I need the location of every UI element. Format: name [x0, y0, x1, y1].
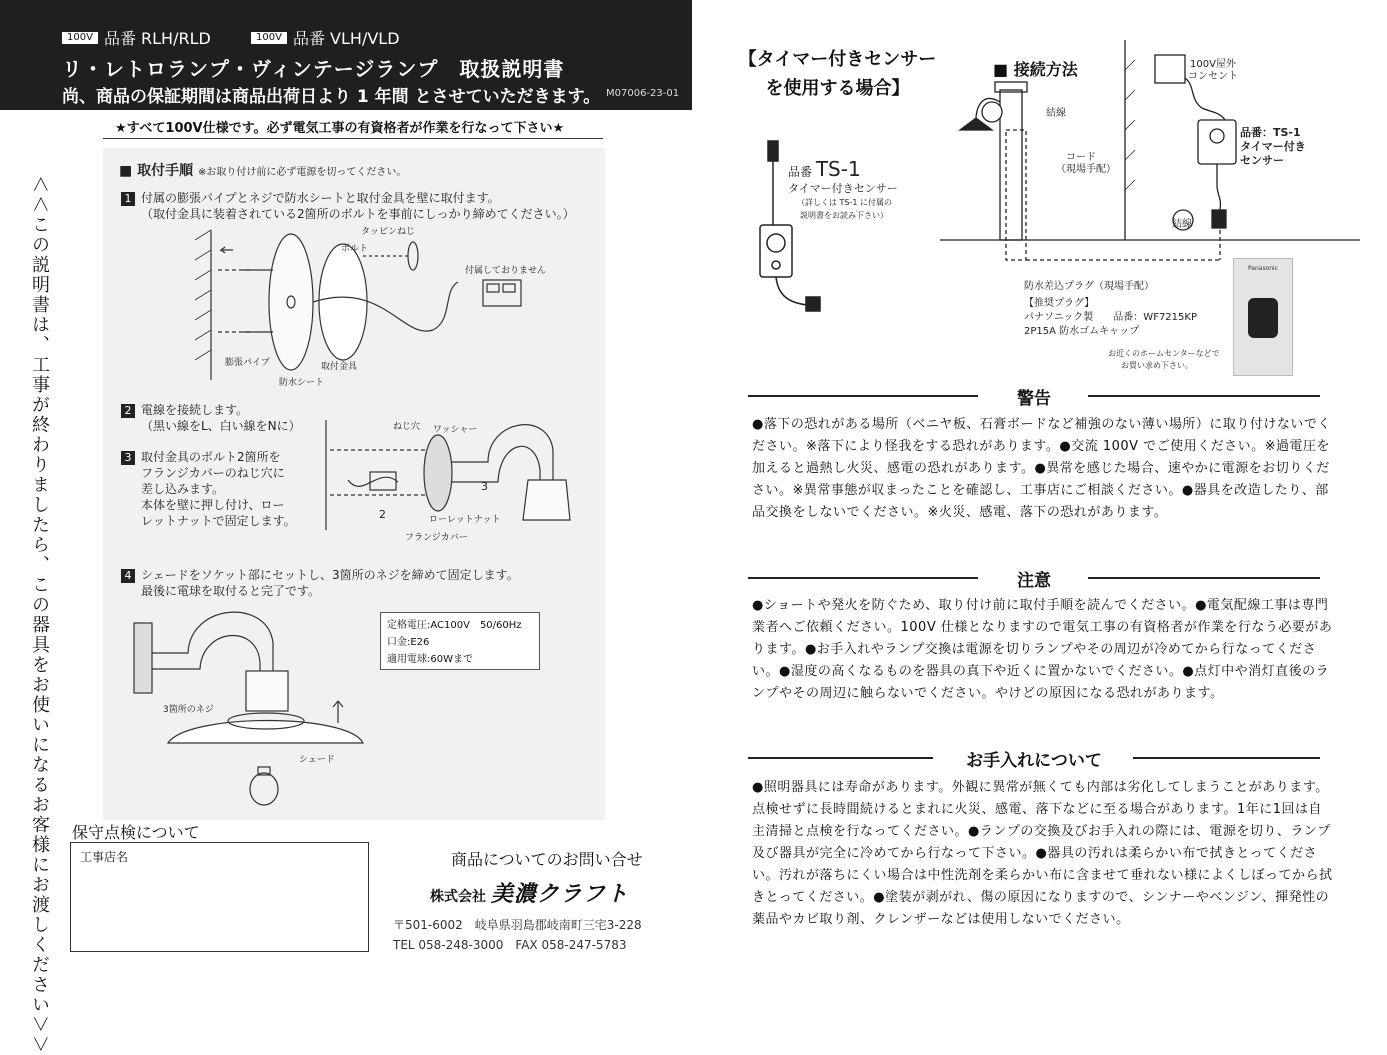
company-block [430, 877, 629, 908]
label-cord-sourcing: （現場手配） [1056, 164, 1116, 175]
maintenance-title: 保守点検について [72, 823, 200, 842]
caution-title: 注意 [1017, 571, 1051, 591]
step2-line1 [121, 401, 248, 418]
spec-voltage: 定格電圧:AC100V 50/60Hz [387, 620, 522, 631]
sensor-note-line1: （詳しくは TS-1 に付属の [797, 198, 893, 207]
sensor-note-line2: 説明書をお読み下さい） [800, 211, 888, 220]
divider [103, 138, 603, 139]
step2-line2: （黒い線をL、白い線をNに） [141, 419, 301, 433]
label-recommended-cap: 2P15A 防水ゴムキャップ [1024, 326, 1140, 337]
label-ts-timer: タイマー付き [1240, 140, 1306, 153]
label-plug: 防水差込プラグ（現場手配） [1024, 281, 1154, 292]
step3-line4: 本体を壁に押し付け、ロー [141, 498, 285, 512]
care-heading [748, 746, 1320, 771]
connection-title: ■ 接続方法 [993, 60, 1078, 79]
plug-icon [1248, 298, 1278, 338]
qualification-notice: ★すべて100V仕様です。必ず電気工事の有資格者が作業を行なって下さい★ [115, 121, 565, 136]
step-number: 2 [121, 404, 135, 418]
company-tel: TEL 058-248-3000 FAX 058-247-5783 [393, 938, 627, 952]
spec-base: 口金:E26 [387, 637, 430, 648]
model-line [62, 26, 400, 49]
step3-line5: レットナットで固定します。 [141, 514, 296, 528]
inquiry-title: 商品についてのお問い合せ [451, 850, 643, 869]
contractor-name-field: 工事店名 [80, 850, 129, 864]
label-cord: コード [1066, 152, 1096, 163]
company-logo-text: 美濃クラフト [490, 882, 629, 907]
label-splice-2: 結線 [1172, 219, 1192, 230]
document-code: M07006-23-01 [606, 88, 680, 99]
step3-line2: フランジカバーのねじ穴に [141, 466, 285, 480]
install-heading: ■ 取付手順 [119, 163, 194, 179]
label-washer: ワッシャー [433, 425, 478, 435]
label-recommended: 【推奨プラグ】 [1024, 298, 1095, 309]
plug-package-photo [1233, 258, 1293, 376]
label-waterproof-sheet: 防水シート [279, 378, 325, 388]
label-not-included: 付属しておりません [465, 266, 547, 276]
label-expansion-pipe: 膨張パイプ [225, 358, 270, 368]
header-banner [0, 0, 692, 110]
install-note: ※お取り付け前に必ず電源を切ってください。 [197, 167, 407, 178]
label-ts-sensor: センサー [1240, 154, 1284, 167]
step4-line2: 最後に電球を取付ると完了です。 [141, 584, 321, 598]
label-flange-cover: フランジカバー [405, 533, 468, 543]
label-recommended-model: パナソニック製 品番：WF7215KP [1024, 312, 1197, 323]
step1-text: 付属の膨張パイプとネジで防水シートと取付金具を壁に取付ます。 [141, 191, 500, 205]
sensor-name: タイマー付きセンサー [788, 182, 898, 195]
label-shade: シェード [299, 755, 335, 765]
care-title: お手入れについて [966, 751, 1102, 771]
step-number: 3 [121, 451, 135, 465]
vertical-note: ＜＜この説明書は、工事が終わりましたら、この器具をお使いになるお客様にお渡しください＞＞ [29, 175, 50, 1055]
company-address: 〒501-6002 岐阜県羽島郡岐南町三宅3-228 [393, 918, 642, 932]
label-tapping-screw: タッピンねじ [361, 227, 416, 237]
sensor-title-line1: 【タイマー付きセンサー [738, 49, 937, 70]
step3-line1 [121, 448, 281, 465]
sensor-model-prefix: 品番 [788, 165, 813, 179]
label-knurled-nut: ローレットナット [429, 515, 501, 525]
step2-text: 電線を接続します。 [141, 403, 249, 417]
label-bracket: 取付金具 [321, 362, 358, 372]
step-number: 1 [121, 192, 135, 206]
sensor-model-line [788, 157, 861, 181]
spec-box [380, 612, 540, 670]
warning-text: ●落下の恐れがある場所（ベニヤ板、石膏ボードなど補強のない薄い場所）に取り付けないでください。※落下により怪我をする恐れがあります。●交流 100V でご使用ください。※過電圧を加えると過熱し火災、感電の恐れがあります。●異常を感じた場合、速やかに電源をお切りください。※異常事態が収まったことを確認し、工事店にご相談ください。●器具を改造したり、部品交換をしないでください。※火災、感電、落下の恐れがあります。 [752, 417, 1331, 520]
label-buy-line1: お近くのホームセンターなどで [1108, 349, 1220, 358]
caution-text: ●ショートや発火を防ぐため、取り付け前に取付手順を読んでください。●電気配線工事は専門業者へご依頼ください。100V 仕様となりますので電気工事の有資格者が作業を行なう必要があります。●お手入れやランプ交換は電源を切りランプやその周辺が冷めてから行なってください。●湿度の高くなるものを器具の真下や近くに置かないでください。●点灯中や消灯直後のランプやその周辺に触らないでください。やけどの原因になる恐れがあります。 [752, 598, 1333, 701]
spec-bulb: 適用電球:60Wまで [387, 654, 473, 665]
care-text: ●照明器具には寿命があります。外観に異常が無くても内部は劣化してしまうことがあります。点検せずに長時間続けるとまれに火災、感電、落下などに至る場合があります。1年に1回は自主清掃と点検を行なってください。●ランプの交換及びお手入れの際には、電源を切り、ランプ及び器具が完全に冷めてから行なって下さい。●器具の汚れは柔らかい布で拭きとってください。汚れが落ちにくい場合は中性洗剤を柔らかい布に含ませて垂れない様によくしぼってから拭きとってください。●塗装が剥がれ、傷の原因になりますので、シンナーやベンジン、揮発性の薬品やカビ取り剤、クレンザーなどは使用しないでください。 [752, 780, 1333, 927]
step1-line1 [121, 189, 500, 206]
voltage-badge: 100V [62, 32, 98, 44]
step1-line2: （取付金具に装着されている2箇所のボルトを事前にしっかり締めてください。） [141, 207, 575, 221]
warranty-text: 尚、商品の保証期間は商品出荷日より 1 年間 とさせていただきます。 [62, 87, 601, 107]
model-rlh: 品番 RLH/RLD [103, 29, 211, 48]
step-number: 4 [121, 569, 135, 583]
label-outlet-line1: 100V屋外 [1190, 59, 1236, 70]
label-outlet-line2: コンセント [1188, 71, 1238, 82]
step4-line1 [121, 566, 519, 583]
company-prefix: 株式会社 [430, 889, 486, 905]
install-title [119, 160, 406, 180]
sensor-title-line2: を使用する場合】 [765, 78, 910, 99]
document-title: リ・レトロランプ・ヴィンテージランプ 取扱説明書 [62, 57, 565, 81]
label-marker-2: 2 [379, 508, 386, 521]
step4-text: シェードをソケット部にセットし、3箇所のネジを締めて固定します。 [141, 568, 519, 582]
package-brand: Panasonic [1247, 265, 1279, 272]
label-splice-1: 結線 [1046, 108, 1066, 119]
label-buy-line2: お買い求め下さい。 [1121, 361, 1193, 370]
warning-heading [748, 384, 1320, 409]
sensor-section-title [735, 45, 940, 103]
label-marker-3: 3 [481, 480, 488, 493]
step3-line3: 差し込みます。 [141, 482, 225, 496]
label-three-screws: 3箇所のネジ [163, 705, 214, 715]
label-ts-model: 品番：TS-1 [1240, 126, 1301, 139]
caution-heading [748, 566, 1320, 591]
model-vlh: 品番 VLH/VLD [292, 29, 400, 48]
label-screw-hole: ねじ穴 [393, 422, 421, 432]
voltage-badge: 100V [251, 32, 287, 44]
warning-title: 警告 [1017, 389, 1051, 409]
sensor-model: TS-1 [815, 157, 861, 181]
step3-text: 取付金具のボルト2箇所を [141, 450, 281, 464]
installation-steps [103, 148, 605, 820]
label-bolt: ボルト [341, 244, 369, 254]
